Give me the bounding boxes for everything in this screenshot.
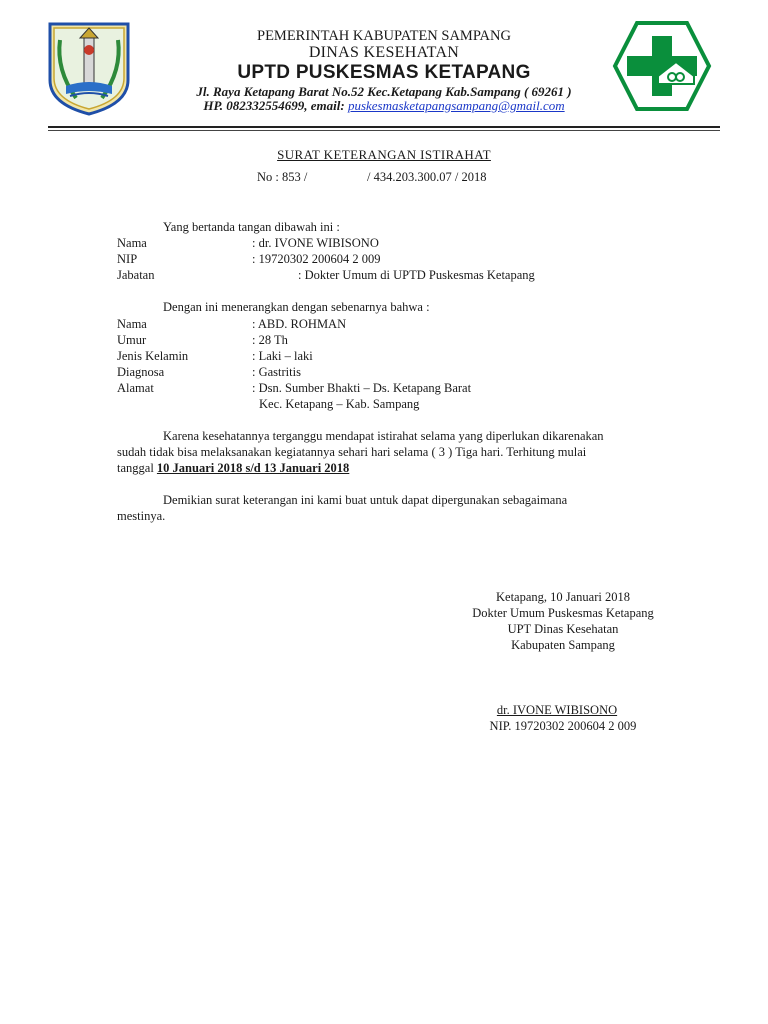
header-phone: HP. 082332554699, email: xyxy=(203,98,348,113)
header-government: PEMERINTAH KABUPATEN SAMPANG xyxy=(257,28,511,44)
body-line-2: sudah tidak bisa melaksanakan kegiatannya sehari hari selama ( 3 ) Tiga hari. Terhitung mulai xyxy=(117,445,587,459)
letter-number-left: No : 853 / xyxy=(257,170,308,184)
signer-position-value: : Dokter Umum di UPTD Puskesmas Ketapang xyxy=(298,268,535,282)
header-address: Jl. Raya Ketapang Barat No.52 Kec.Ketapang Kab.Sampang ( 69261 ) xyxy=(196,84,572,99)
signature-name-wrap xyxy=(437,703,677,718)
patient-diagnosis-value: : Gastritis xyxy=(252,365,301,379)
patient-address-line2: Kec. Ketapang – Kab. Sampang xyxy=(259,397,420,411)
header-divider-thick xyxy=(48,126,720,128)
signer-nip-label: NIP xyxy=(117,252,138,266)
closing-line-2: mestinya. xyxy=(117,509,166,523)
letter-title: SURAT KETERANGAN ISTIRAHAT xyxy=(277,147,491,162)
patient-name-value: : ABD. ROHMAN xyxy=(252,317,347,331)
patient-gender-label: Jenis Kelamin xyxy=(117,349,189,363)
header-contact xyxy=(0,98,768,114)
body-line-3-prefix: tanggal xyxy=(117,461,157,475)
signature-place-date: Ketapang, 10 Januari 2018 xyxy=(496,590,630,604)
signer-position-label: Jabatan xyxy=(117,268,155,282)
header-divider-thin xyxy=(48,130,720,131)
header-institution: UPTD PUSKESMAS KETAPANG xyxy=(237,62,531,83)
signature-role-2: UPT Dinas Kesehatan xyxy=(507,622,619,636)
body-line-3 xyxy=(117,461,349,476)
signature-name: dr. IVONE WIBISONO xyxy=(496,703,618,717)
patient-age-label: Umur xyxy=(117,333,147,347)
signature-role-1: Dokter Umum Puskesmas Ketapang xyxy=(472,606,654,620)
closing-line-1: Demikian surat keterangan ini kami buat untuk dapat dipergunakan sebagaimana xyxy=(163,493,568,507)
signer-name-label: Nama xyxy=(117,236,147,250)
patient-age-value: : 28 Th xyxy=(252,333,288,347)
email-link[interactable]: puskesmasketapangsampang@gmail.com xyxy=(347,98,565,113)
body-line-1: Karena kesehatannya terganggu mendapat istirahat selama yang diperlukan dikarenakan xyxy=(163,429,604,443)
patient-address-label: Alamat xyxy=(117,381,154,395)
signer-nip-value: : 19720302 200604 2 009 xyxy=(252,252,381,266)
patient-gender-value: : Laki – laki xyxy=(252,349,313,363)
signature-nip: NIP. 19720302 200604 2 009 xyxy=(489,719,637,733)
patient-diagnosis-label: Diagnosa xyxy=(117,365,165,379)
rest-period-dates: 10 Januari 2018 s/d 13 Januari 2018 xyxy=(156,461,350,475)
header-department: DINAS KESEHATAN xyxy=(308,44,460,61)
patient-address-value: : Dsn. Sumber Bhakti – Ds. Ketapang Barat xyxy=(252,381,472,395)
intro-text: Yang bertanda tangan dibawah ini : xyxy=(163,220,340,234)
signature-role-3: Kabupaten Sampang xyxy=(511,638,615,652)
statement-text: Dengan ini menerangkan dengan sebenarnya bahwa : xyxy=(163,300,430,314)
letter-number-right: / 434.203.300.07 / 2018 xyxy=(367,170,487,184)
patient-name-label: Nama xyxy=(117,317,147,331)
signer-name-value: : dr. IVONE WIBISONO xyxy=(252,236,379,250)
